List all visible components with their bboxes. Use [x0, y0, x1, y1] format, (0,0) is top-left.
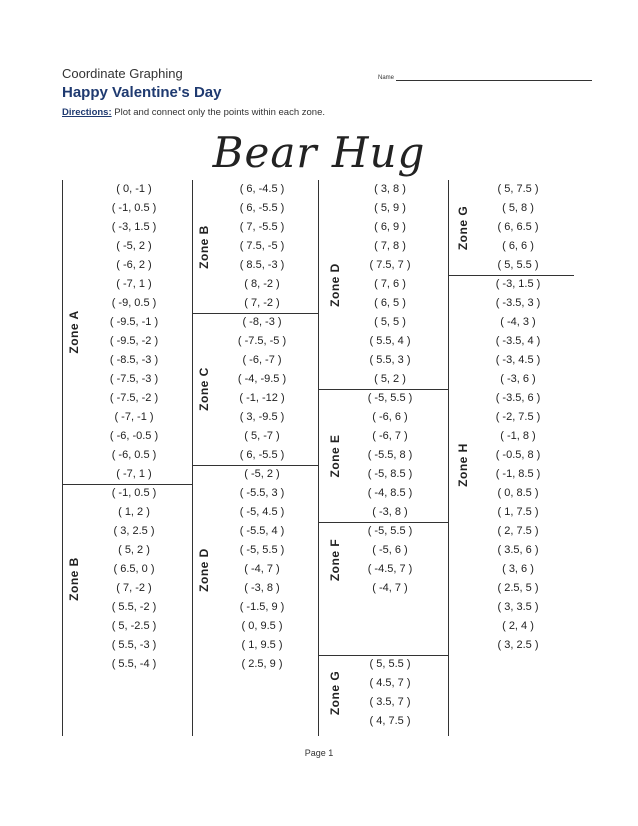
- coordinate-point: ( -3.5, 4 ): [495, 335, 541, 347]
- coordinate-point: ( -4, 7 ): [244, 563, 280, 575]
- coordinate-point: ( -3, 1.5 ): [111, 221, 157, 233]
- coordinate-point: ( 5, 8 ): [502, 202, 534, 214]
- directions-text: Plot and connect only the points within each zone.: [111, 107, 325, 118]
- coordinate-point: ( 0, 8.5 ): [497, 487, 539, 499]
- coordinate-point: ( 4, 7.5 ): [369, 715, 411, 727]
- coordinate-point: ( 7.5, -5 ): [239, 240, 285, 252]
- coordinate-point: ( 3, 6 ): [502, 563, 534, 575]
- coordinate-point: ( -7, -1 ): [114, 411, 154, 423]
- coordinate-point: ( -3.5, 6 ): [495, 392, 541, 404]
- zone-label: Zone E: [328, 433, 342, 478]
- coordinate-point: ( -3, 1.5 ): [495, 278, 541, 290]
- coordinate-point: ( 6.5, 0 ): [113, 563, 155, 575]
- coordinate-point: ( 2.5, 9 ): [241, 658, 283, 670]
- zone-label: Zone F: [328, 538, 342, 582]
- name-label: Name: [378, 75, 395, 81]
- coordinate-point: ( 5, -2.5 ): [111, 620, 157, 632]
- coordinate-point: ( -5, 2 ): [244, 468, 280, 480]
- coordinate-point: ( -1, 8.5 ): [495, 468, 541, 480]
- directions: [62, 107, 325, 118]
- coordinate-point: ( 5.5, -3 ): [111, 639, 157, 651]
- name-line: [396, 74, 592, 81]
- coordinate-point: ( -0.5, 8 ): [495, 449, 541, 461]
- coordinate-point: ( -4.5, 7 ): [367, 563, 413, 575]
- column-rule: [62, 180, 63, 736]
- coordinate-point: ( -7.5, -3 ): [109, 373, 159, 385]
- coordinate-point: ( 5, 7.5 ): [497, 183, 539, 195]
- coordinate-point: ( 5, 2 ): [118, 544, 150, 556]
- coordinate-point: ( -7.5, -2 ): [109, 392, 159, 404]
- coordinate-point: ( 7, 8 ): [374, 240, 406, 252]
- zone-label: Zone G: [456, 205, 470, 250]
- coordinate-point: ( -7, 1 ): [116, 468, 152, 480]
- coordinate-point: ( -4, 7 ): [372, 582, 408, 594]
- coordinate-point: ( 5, 5.5 ): [497, 259, 539, 271]
- coordinate-point: ( -9.5, -2 ): [109, 335, 159, 347]
- coordinate-point: ( -5, 5.5 ): [367, 525, 413, 537]
- coordinate-point: ( -3, 4.5 ): [495, 354, 541, 366]
- coordinate-point: ( -6, 2 ): [116, 259, 152, 271]
- coordinate-point: ( 3, 3.5 ): [497, 601, 539, 613]
- coordinate-point: ( -5.5, 8 ): [367, 449, 413, 461]
- page-title: Bear Hug: [212, 128, 426, 177]
- name-field: [378, 74, 592, 81]
- coordinate-point: ( -5.5, 3 ): [239, 487, 285, 499]
- coordinate-point: ( 6, -5.5 ): [239, 449, 285, 461]
- coordinate-point: ( 5.5, -2 ): [111, 601, 157, 613]
- coordinate-point: ( -8, -3 ): [242, 316, 282, 328]
- coordinate-point: ( 7, -2 ): [244, 297, 280, 309]
- coordinate-point: ( 6, -4.5 ): [239, 183, 285, 195]
- coordinate-point: ( -8.5, -3 ): [109, 354, 159, 366]
- coordinate-point: ( 7, -5.5 ): [239, 221, 285, 233]
- coordinate-point: ( 6, 9 ): [374, 221, 406, 233]
- coordinate-point: ( 4.5, 7 ): [369, 677, 411, 689]
- coordinate-point: ( -4, 3 ): [500, 316, 536, 328]
- coordinate-point: ( 8, -2 ): [244, 278, 280, 290]
- coordinate-point: ( 6, 6.5 ): [497, 221, 539, 233]
- zone-label: Zone G: [328, 670, 342, 716]
- coordinate-point: ( -3, 8 ): [372, 506, 408, 518]
- coordinate-point: ( -7.5, -5 ): [237, 335, 287, 347]
- coordinate-point: ( 5, 9 ): [374, 202, 406, 214]
- coordinate-point: ( 0, 9.5 ): [241, 620, 283, 632]
- coordinate-point: ( -5, 2 ): [116, 240, 152, 252]
- coordinate-point: ( -9.5, -1 ): [109, 316, 159, 328]
- coordinate-point: ( 1, 2 ): [118, 506, 150, 518]
- coordinate-point: ( -6, -0.5 ): [109, 430, 159, 442]
- coordinate-point: ( -5, 8.5 ): [367, 468, 413, 480]
- coordinate-point: ( 5, -7 ): [244, 430, 280, 442]
- coordinate-point: ( 5.5, 3 ): [369, 354, 411, 366]
- coordinate-point: ( -1.5, 9 ): [239, 601, 285, 613]
- zone-label: Zone H: [456, 443, 470, 487]
- coordinate-point: ( 3.5, 7 ): [369, 696, 411, 708]
- coordinate-point: ( 2.5, 5 ): [497, 582, 539, 594]
- coordinate-point: ( -5, 6 ): [372, 544, 408, 556]
- zone-label: Zone B: [67, 557, 81, 601]
- coordinate-point: ( 1, 7.5 ): [497, 506, 539, 518]
- coordinate-point: ( 7, -2 ): [116, 582, 152, 594]
- coordinate-point: ( 3.5, 6 ): [497, 544, 539, 556]
- zone-label: Zone D: [197, 547, 211, 592]
- worksheet-heading: Happy Valentine's Day: [62, 84, 222, 101]
- zone-label: Zone A: [67, 310, 81, 354]
- coordinate-point: ( -5, 5.5 ): [367, 392, 413, 404]
- coordinate-point: ( -1, 8 ): [500, 430, 536, 442]
- coordinate-point: ( -6, 7 ): [372, 430, 408, 442]
- coordinate-point: ( 8.5, -3 ): [239, 259, 285, 271]
- coordinate-point: ( 2, 7.5 ): [497, 525, 539, 537]
- zone-label: Zone C: [197, 367, 211, 411]
- coordinate-point: ( 3, 8 ): [374, 183, 406, 195]
- page-number: Page 1: [304, 748, 334, 758]
- coordinate-point: ( -1, -12 ): [239, 392, 285, 404]
- coordinate-point: ( 6, 5 ): [374, 297, 406, 309]
- coordinate-point: ( 7, 6 ): [374, 278, 406, 290]
- coordinate-point: ( 0, -1 ): [116, 183, 152, 195]
- coordinate-point: ( -3, 6 ): [500, 373, 536, 385]
- coordinate-point: ( -4, 8.5 ): [367, 487, 413, 499]
- coordinate-point: ( 6, 6 ): [502, 240, 534, 252]
- coordinate-point: ( -1, 0.5 ): [111, 202, 157, 214]
- coordinate-point: ( -7, 1 ): [116, 278, 152, 290]
- coordinate-point: ( -3.5, 3 ): [495, 297, 541, 309]
- coordinate-point: ( -4, -9.5 ): [237, 373, 287, 385]
- coordinate-point: ( -5.5, 4 ): [239, 525, 285, 537]
- coordinate-point: ( 6, -5.5 ): [239, 202, 285, 214]
- coordinate-point: ( -6, -7 ): [242, 354, 282, 366]
- directions-label: Directions:: [62, 107, 112, 118]
- coordinate-point: ( -2, 7.5 ): [495, 411, 541, 423]
- coordinate-point: ( -1, 0.5 ): [111, 487, 157, 499]
- coordinate-point: ( 3, -9.5 ): [239, 411, 285, 423]
- coordinate-point: ( -5, 5.5 ): [239, 544, 285, 556]
- coordinate-point: ( -9, 0.5 ): [111, 297, 157, 309]
- zone-label: Zone B: [197, 224, 211, 269]
- coordinate-point: ( 5, 5 ): [374, 316, 406, 328]
- coordinate-point: ( -3, 8 ): [244, 582, 280, 594]
- coordinate-point: ( 5, 5.5 ): [369, 658, 411, 670]
- coordinate-point: ( 2, 4 ): [502, 620, 534, 632]
- coordinate-point: ( 1, 9.5 ): [241, 639, 283, 651]
- coordinate-point: ( 5.5, 4 ): [369, 335, 411, 347]
- coordinate-point: ( -5, 4.5 ): [239, 506, 285, 518]
- coordinate-point: ( 7.5, 7 ): [369, 259, 411, 271]
- coordinate-point: ( -6, 6 ): [372, 411, 408, 423]
- coordinate-point: ( 3, 2.5 ): [113, 525, 155, 537]
- zone-label: Zone D: [328, 262, 342, 307]
- coordinate-point: ( -6, 0.5 ): [111, 449, 157, 461]
- coordinate-point: ( 5.5, -4 ): [111, 658, 157, 670]
- coordinate-point: ( 5, 2 ): [374, 373, 406, 385]
- coordinate-point: ( 3, 2.5 ): [497, 639, 539, 651]
- worksheet-subtitle: Coordinate Graphing: [62, 66, 183, 81]
